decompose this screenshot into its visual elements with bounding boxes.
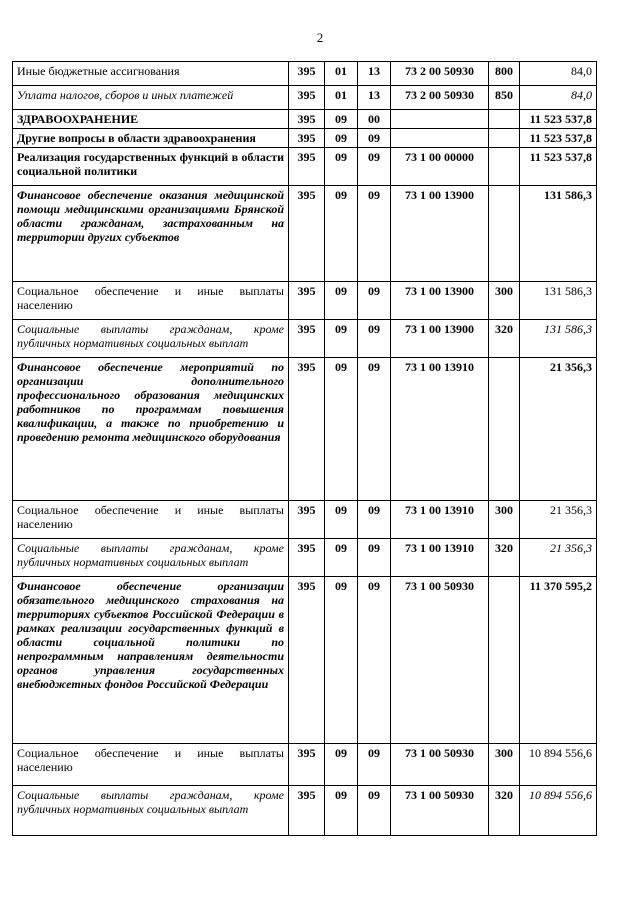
- subsection-code: 09: [358, 148, 391, 186]
- row-name: Социальные выплаты гражданам, кроме публичных нормативных социальных выплат: [13, 320, 289, 358]
- row-name: Социальное обеспечение и иные выплаты населению: [13, 744, 289, 786]
- target-article-code: 73 1 00 00000: [391, 148, 489, 186]
- ved-code: 395: [289, 358, 325, 501]
- expense-type-code: 300: [489, 282, 520, 320]
- amount: 131 586,3: [520, 186, 597, 282]
- expense-type-code: [489, 129, 520, 148]
- subsection-code: 09: [358, 186, 391, 282]
- expense-type-code: [489, 110, 520, 129]
- expense-type-code: [489, 358, 520, 501]
- expense-type-code: 850: [489, 86, 520, 110]
- table-row: [13, 501, 597, 539]
- target-article-code: 73 1 00 13910: [391, 358, 489, 501]
- section-code: 09: [325, 501, 358, 539]
- table-row: [13, 786, 597, 836]
- subsection-code: 09: [358, 320, 391, 358]
- expense-type-code: 300: [489, 744, 520, 786]
- subsection-code: 13: [358, 62, 391, 86]
- target-article-code: 73 1 00 13910: [391, 539, 489, 577]
- expense-type-code: 300: [489, 501, 520, 539]
- subsection-code: 09: [358, 501, 391, 539]
- section-code: 01: [325, 86, 358, 110]
- ved-code: 395: [289, 786, 325, 836]
- expense-type-code: 800: [489, 62, 520, 86]
- ved-code: 395: [289, 539, 325, 577]
- amount: 131 586,3: [520, 320, 597, 358]
- table-row: [13, 86, 597, 110]
- subsection-code: 09: [358, 282, 391, 320]
- table-row: [13, 110, 597, 129]
- expense-type-code: 320: [489, 320, 520, 358]
- row-name: Уплата налогов, сборов и иных платежей: [13, 86, 289, 110]
- section-code: 09: [325, 744, 358, 786]
- target-article-code: 73 1 00 13900: [391, 320, 489, 358]
- amount: 84,0: [520, 62, 597, 86]
- amount: 21 356,3: [520, 358, 597, 501]
- target-article-code: 73 1 00 13900: [391, 186, 489, 282]
- row-name: Реализация государственных функций в области социальной политики: [13, 148, 289, 186]
- row-name: ЗДРАВООХРАНЕНИЕ: [13, 110, 289, 129]
- ved-code: 395: [289, 86, 325, 110]
- section-code: 09: [325, 148, 358, 186]
- row-name: Социальные выплаты гражданам, кроме публичных нормативных социальных выплат: [13, 539, 289, 577]
- table-row: [13, 320, 597, 358]
- table-row: [13, 186, 597, 282]
- amount: 21 356,3: [520, 539, 597, 577]
- row-name: Социальное обеспечение и иные выплаты населению: [13, 282, 289, 320]
- row-name: Финансовое обеспечение мероприятий по организации дополнительного профессионального образования медицинских работников по программам повышения квалификации, а также по приобретению и проведению ремонта медицинского оборудования: [13, 358, 289, 501]
- amount: 11 523 537,8: [520, 129, 597, 148]
- section-code: 09: [325, 577, 358, 744]
- target-article-code: 73 2 00 50930: [391, 86, 489, 110]
- table-row: [13, 129, 597, 148]
- subsection-code: 09: [358, 786, 391, 836]
- page-number: 2: [316, 30, 324, 45]
- amount: 21 356,3: [520, 501, 597, 539]
- amount: 84,0: [520, 86, 597, 110]
- table-row: [13, 358, 597, 501]
- budget-table: [12, 61, 597, 836]
- ved-code: 395: [289, 62, 325, 86]
- subsection-code: 09: [358, 358, 391, 501]
- target-article-code: 73 1 00 50930: [391, 744, 489, 786]
- subsection-code: 09: [358, 744, 391, 786]
- ved-code: 395: [289, 501, 325, 539]
- amount: 11 523 537,8: [520, 110, 597, 129]
- subsection-code: 09: [358, 577, 391, 744]
- expense-type-code: 320: [489, 786, 520, 836]
- section-code: 01: [325, 62, 358, 86]
- table-row: [13, 539, 597, 577]
- row-name: Социальное обеспечение и иные выплаты населению: [13, 501, 289, 539]
- subsection-code: 09: [358, 129, 391, 148]
- section-code: 09: [325, 539, 358, 577]
- amount: 11 523 537,8: [520, 148, 597, 186]
- ved-code: 395: [289, 129, 325, 148]
- target-article-code: 73 2 00 50930: [391, 62, 489, 86]
- amount: 10 894 556,6: [520, 786, 597, 836]
- subsection-code: 13: [358, 86, 391, 110]
- table-row: [13, 744, 597, 786]
- ved-code: 395: [289, 320, 325, 358]
- section-code: 09: [325, 129, 358, 148]
- subsection-code: 00: [358, 110, 391, 129]
- amount: 11 370 595,2: [520, 577, 597, 744]
- table-row: [13, 62, 597, 86]
- section-code: 09: [325, 320, 358, 358]
- row-name: Финансовое обеспечение организации обязательного медицинского страхования на территориях субъектов Российской Федерации в рамках реализации государственных функций в области социальной политики по непрограммным направлениям деятельности органов управления государственных внебюджетных фондов Российской Федерации: [13, 577, 289, 744]
- table-row: [13, 282, 597, 320]
- row-name: Социальные выплаты гражданам, кроме публичных нормативных социальных выплат: [13, 786, 289, 836]
- target-article-code: 73 1 00 13900: [391, 282, 489, 320]
- ved-code: 395: [289, 186, 325, 282]
- ved-code: 395: [289, 148, 325, 186]
- target-article-code: [391, 110, 489, 129]
- ved-code: 395: [289, 744, 325, 786]
- ved-code: 395: [289, 282, 325, 320]
- amount: 131 586,3: [520, 282, 597, 320]
- expense-type-code: [489, 148, 520, 186]
- section-code: 09: [325, 786, 358, 836]
- row-name: Другие вопросы в области здравоохранения: [13, 129, 289, 148]
- target-article-code: 73 1 00 50930: [391, 577, 489, 744]
- expense-type-code: [489, 186, 520, 282]
- section-code: 09: [325, 282, 358, 320]
- target-article-code: 73 1 00 13910: [391, 501, 489, 539]
- subsection-code: 09: [358, 539, 391, 577]
- expense-type-code: 320: [489, 539, 520, 577]
- section-code: 09: [325, 358, 358, 501]
- ved-code: 395: [289, 110, 325, 129]
- expense-type-code: [489, 577, 520, 744]
- ved-code: 395: [289, 577, 325, 744]
- row-name: Иные бюджетные ассигнования: [13, 62, 289, 86]
- section-code: 09: [325, 110, 358, 129]
- target-article-code: [391, 129, 489, 148]
- amount: 10 894 556,6: [520, 744, 597, 786]
- table-row: [13, 148, 597, 186]
- section-code: 09: [325, 186, 358, 282]
- target-article-code: 73 1 00 50930: [391, 786, 489, 836]
- row-name: Финансовое обеспечение оказания медицинской помощи медицинскими организациями Брянской области гражданам, застрахованным на территории других субъектов: [13, 186, 289, 282]
- table-row: [13, 577, 597, 744]
